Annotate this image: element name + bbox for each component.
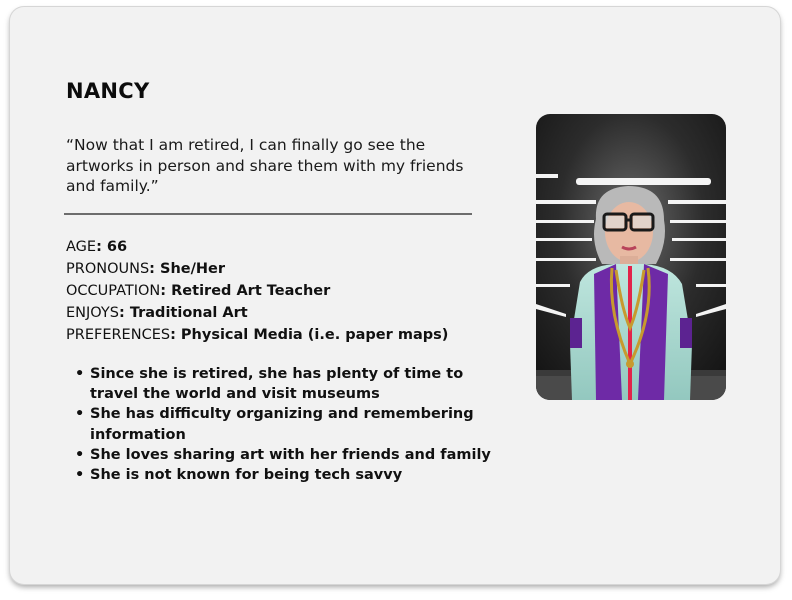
fact-separator: : xyxy=(170,327,181,343)
fact-value: 66 xyxy=(106,239,128,255)
persona-card xyxy=(10,7,780,584)
list-item: • She loves sharing art with her friends and family xyxy=(90,445,502,465)
fact-separator: : xyxy=(118,305,130,321)
persona-name: NANCY xyxy=(66,79,150,103)
persona-photo-illustration xyxy=(536,114,726,400)
fact-separator: : xyxy=(96,239,107,255)
fact-occupation xyxy=(66,280,496,302)
fact-value: Retired Art Teacher xyxy=(171,283,331,299)
fact-label: PRONOUNS xyxy=(66,261,150,277)
fact-label: ENJOYS xyxy=(66,305,119,321)
fact-value: She/Her xyxy=(160,261,226,277)
fact-preferences xyxy=(66,324,496,346)
list-item: • Since she is retired, she has plenty of time to travel the world and visit museums xyxy=(90,364,502,404)
fact-enjoys xyxy=(66,302,496,324)
list-item: • She has difficulty organizing and remembering information xyxy=(90,404,502,444)
divider xyxy=(64,213,472,215)
fact-separator: : xyxy=(160,283,172,299)
fact-label: AGE xyxy=(66,239,97,255)
list-item: • She is not known for being tech savvy xyxy=(90,465,502,485)
fact-value: Physical Media (i.e. paper maps) xyxy=(180,327,449,343)
fact-pronouns xyxy=(66,258,496,280)
fact-age xyxy=(66,236,496,258)
fact-label: OCCUPATION xyxy=(66,283,161,299)
persona-facts xyxy=(66,236,496,346)
fact-separator: : xyxy=(149,261,161,277)
fact-value: Traditional Art xyxy=(129,305,248,321)
persona-quote: “Now that I am retired, I can finally go see the artworks in person and share them with my friends and family.” xyxy=(66,136,464,195)
fact-label: PREFERENCES xyxy=(66,327,171,343)
persona-photo xyxy=(536,114,726,400)
persona-traits xyxy=(70,364,502,485)
